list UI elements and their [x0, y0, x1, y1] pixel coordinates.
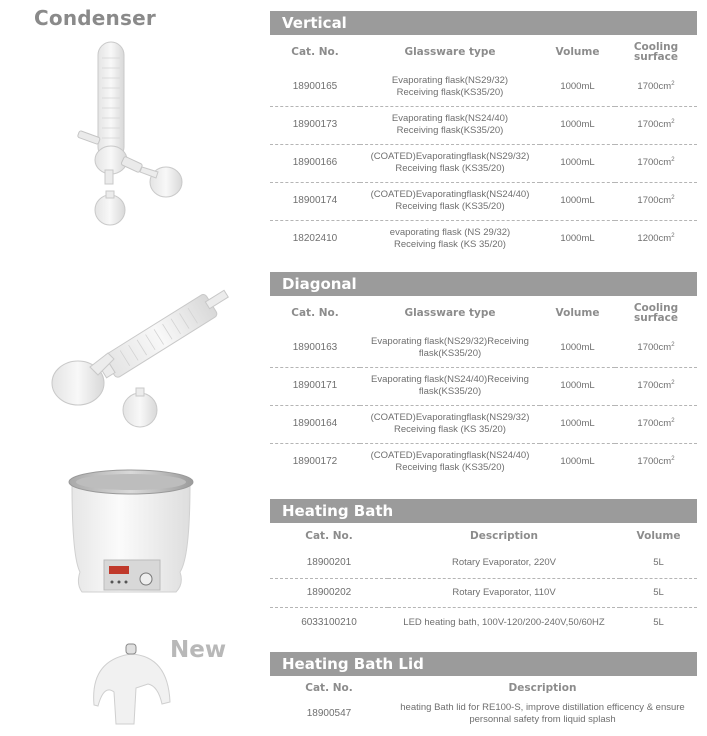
- section-diagonal: [270, 272, 697, 481]
- heating-bath-lid-table: [270, 676, 697, 728]
- vertical-table: [270, 35, 697, 258]
- table-row: 18900547 heating Bath lid for RE100-S, improve distillation efficency & ensure personnal safety from liquid splash: [306, 702, 685, 725]
- col-header-cat: Cat. No.: [291, 45, 339, 58]
- page-title: Condenser: [34, 6, 156, 30]
- section-title: Vertical: [270, 11, 697, 35]
- section-vertical: [270, 11, 697, 258]
- table-row: 18900165 Evaporating flask(NS29/32) Receiving flask(KS35/20) 1000mL $1700cm^2$: [270, 68, 697, 106]
- col-header-glass: Glassware type: [404, 306, 496, 319]
- table-row: 6033100210 LED heating bath, 100V-120/200-240V,50/60HZ 5L: [301, 617, 664, 629]
- diagonal-table: [270, 296, 697, 481]
- table-row: 18900163 Evaporating flask(NS29/32)Receiving flask(KS35/20) 1000mL $1700cm^2$: [270, 329, 697, 367]
- heating-bath-image: [66, 462, 196, 597]
- vertical-condenser-image: [70, 38, 190, 233]
- table-row: 18900164 (COATED)Evaporatingflask(NS29/32) Receiving flask (KS 35/20) 1000mL $1700cm^2$: [270, 405, 697, 443]
- table-row: 18202410 evaporating flask (NS 29/32) Receiving flask (KS 35/20) 1000mL $1200cm^2$: [292, 227, 675, 251]
- table-row: 18900202 Rotary Evaporator, 110V 5L: [270, 578, 697, 607]
- col-header-volume: Volume: [555, 306, 600, 319]
- table-row: 18900201 Rotary Evaporator, 220V 5L: [270, 549, 697, 578]
- col-header-volume: Volume: [555, 45, 600, 58]
- col-header-glass: Glassware type: [404, 45, 496, 58]
- table-row: 18900174 (COATED)Evaporatingflask(NS24/40) Receiving flask (KS35/20) 1000mL $1700cm^2$: [270, 182, 697, 220]
- diagonal-condenser-image: [40, 275, 240, 435]
- col-header-desc: Description: [470, 530, 538, 542]
- section-title: Diagonal: [270, 272, 697, 296]
- col-header-desc: Description: [508, 682, 577, 694]
- col-header-cat: Cat. No.: [305, 530, 353, 542]
- col-header-cooling: Cooling surface: [633, 301, 679, 324]
- col-header-cat: Cat. No.: [291, 306, 339, 319]
- section-heating-bath-lid: [270, 652, 697, 728]
- col-header-cooling: Cooling surface: [633, 40, 679, 63]
- table-row: 18900166 (COATED)Evaporatingflask(NS29/32) Receiving flask (KS35/20) 1000mL $1700cm^2$: [270, 144, 697, 182]
- table-row: 18900171 Evaporating flask(NS24/40)Receiving flask(KS35/20) 1000mL $1700cm^2$: [270, 367, 697, 405]
- col-header-volume: Volume: [636, 530, 681, 542]
- new-badge: New: [170, 637, 227, 663]
- section-title: Heating Bath: [270, 499, 697, 523]
- col-header-cat: Cat. No.: [305, 682, 353, 694]
- heating-bath-lid-image: [86, 640, 176, 730]
- table-row: 18900172 (COATED)Evaporatingflask(NS24/40) Receiving flask (KS35/20) 1000mL $1700cm^2$: [292, 450, 675, 474]
- section-heating-bath: [270, 499, 697, 639]
- section-title: Heating Bath Lid: [270, 652, 697, 676]
- heating-bath-table: [270, 523, 697, 639]
- table-row: 18900173 Evaporating flask(NS24/40) Receiving flask(KS35/20) 1000mL $1700cm^2$: [270, 106, 697, 144]
